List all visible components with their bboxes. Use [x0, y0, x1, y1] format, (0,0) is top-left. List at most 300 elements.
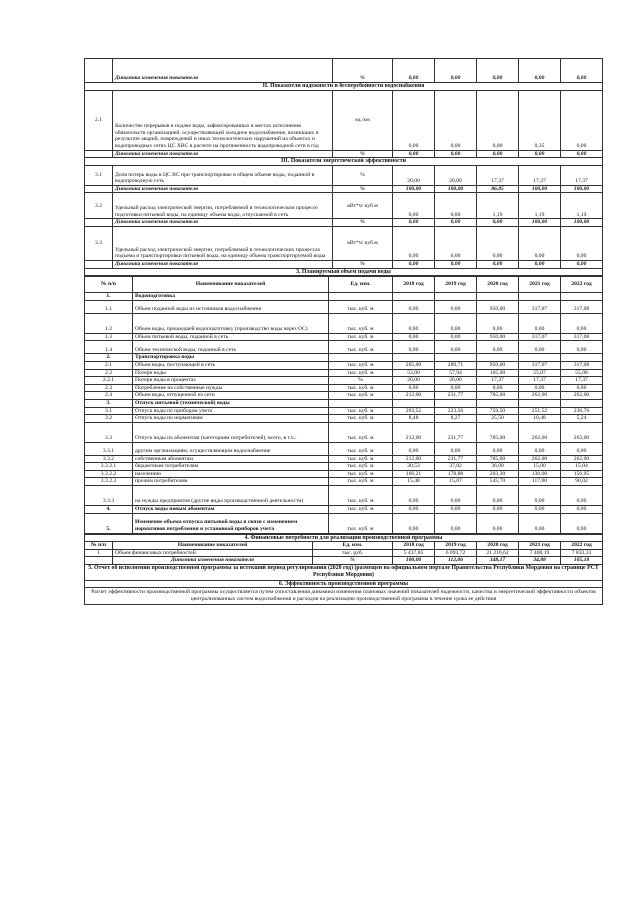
row-name: Объем технической воды, поданной в сеть: [133, 341, 329, 354]
row-name: Водоподготовка: [133, 293, 329, 301]
value-cell: 950,00: [477, 361, 519, 369]
value-cell: 0,00: [393, 193, 435, 219]
value-cell: 0,00: [519, 506, 561, 514]
indicator-row: [85, 90, 603, 150]
row-unit: тыс. куб. м: [329, 422, 393, 442]
value-cell: 100,00: [435, 185, 477, 193]
table-row: [85, 300, 603, 313]
header-unit: Ед. изм.: [329, 277, 393, 293]
row-name: Объем питьевой воды, поданной в сеть: [133, 333, 329, 341]
value-cell: 0,00: [519, 313, 561, 333]
value-cell: 262,00: [561, 392, 603, 400]
row-name: Объем воды, прошедшей водоподготовку (производство воды через ОС): [133, 313, 329, 333]
value-cell: 130,00: [519, 470, 561, 478]
value-cell: 178,88: [435, 470, 477, 478]
header-num: № п/п: [85, 277, 133, 293]
header-2020: 2020 год: [477, 277, 519, 293]
value-cell: [477, 399, 519, 407]
row-number: 3.3.2: [85, 455, 133, 463]
value-cell: 0,00: [519, 260, 561, 268]
row-number: 3.: [85, 399, 133, 407]
value-cell: 0,00: [519, 384, 561, 392]
row-unit: тыс. куб. м: [329, 407, 393, 415]
row-name: Динамика изменения показателя: [113, 219, 333, 227]
value-cell: 20,00: [435, 377, 477, 385]
value-cell: 0,00: [477, 150, 519, 158]
value-cell: [435, 293, 477, 301]
value-cell: 0,00: [561, 486, 603, 506]
value-cell: 0,00: [435, 333, 477, 341]
value-cell: 0,00: [519, 442, 561, 455]
value-cell: 262,00: [519, 455, 561, 463]
value-cell: 15,04: [561, 463, 603, 471]
value-cell: 100,00: [393, 185, 435, 193]
value-cell: 30,53: [393, 463, 435, 471]
value-cell: 25,50: [477, 415, 519, 423]
row-unit: тыс. куб. м: [329, 300, 393, 313]
header-2021: 2021 год: [519, 277, 561, 293]
section-title-6: 6. Эффективность производственной программы: [85, 580, 603, 588]
row-unit: кВт*ч/ куб.м: [333, 226, 393, 260]
value-cell: [435, 354, 477, 362]
value-cell: 0,00: [519, 486, 561, 506]
value-cell: 17,37: [519, 377, 561, 385]
row-name: Динамика изменения показателя: [113, 150, 333, 158]
value-cell: [435, 399, 477, 407]
value-cell: [519, 354, 561, 362]
table-row: [85, 506, 603, 514]
row-name: Отпуск питьевой (технической) воды: [133, 399, 329, 407]
row-unit: %: [313, 557, 393, 565]
value-cell: 5,24: [561, 415, 603, 423]
value-cell: 0,00: [435, 341, 477, 354]
value-cell: 203,30: [477, 470, 519, 478]
value-cell: [519, 293, 561, 301]
financial-table: [84, 534, 603, 605]
row-unit: %: [333, 185, 393, 193]
value-cell: 20,00: [393, 165, 435, 185]
row-number: 2.2.1: [85, 377, 133, 385]
value-cell: [519, 399, 561, 407]
value-cell: 0,00: [519, 513, 561, 533]
value-cell: 156,95: [561, 470, 603, 478]
value-cell: 55,08: [561, 369, 603, 377]
value-cell: 100,00: [519, 185, 561, 193]
row-number: 3.2: [85, 193, 113, 219]
row-unit: тыс. куб. м: [329, 415, 393, 423]
table-row: [85, 415, 603, 423]
row-number: 1.2: [85, 313, 133, 333]
table-row: [85, 369, 603, 377]
value-cell: 0,00: [561, 341, 603, 354]
row-unit: тыс. куб. м: [329, 463, 393, 471]
table-row: [85, 377, 603, 385]
row-number: 1: [85, 549, 113, 557]
value-cell: 15,00: [519, 463, 561, 471]
row-name: Динамика изменения показателя: [113, 260, 333, 268]
row-name: Удельный расход электрической энергии, потребляемой в технологическом процессе подготовки питьевой воды, на единицу объема воды, отпускаемой в сеть: [113, 193, 333, 219]
value-cell: 0,00: [477, 313, 519, 333]
value-cell: 53,00: [393, 369, 435, 377]
row-number: 3.3.2.2: [85, 470, 133, 478]
value-cell: 0,00: [435, 486, 477, 506]
value-cell: 1,19: [561, 193, 603, 219]
value-cell: 0,00: [519, 59, 561, 83]
value-cell: 0,00: [435, 226, 477, 260]
value-cell: 0,00: [519, 226, 561, 260]
value-cell: 37,82: [435, 463, 477, 471]
row-unit: %: [333, 165, 393, 185]
value-cell: 0,00: [435, 384, 477, 392]
header-2019: 2019 год: [435, 542, 477, 550]
value-cell: 785,00: [477, 422, 519, 442]
table-row: [85, 549, 603, 557]
table-row: [85, 478, 603, 486]
indicator-row: [85, 165, 603, 185]
value-cell: 0,00: [393, 341, 435, 354]
row-number: 2.: [85, 354, 133, 362]
value-cell: 15,48: [393, 478, 435, 486]
table-row: [85, 442, 603, 455]
row-number: 5.: [85, 513, 133, 533]
value-cell: 15,07: [435, 478, 477, 486]
row-name: Динамика изменения показателя: [113, 557, 313, 565]
value-cell: 0,00: [393, 313, 435, 333]
row-name: Потребление на собственные нужды: [133, 384, 329, 392]
row-unit: %: [329, 377, 393, 385]
section-title-5: 5. Отчет об исполнении производственной программы за истекший период регулирования (2020 год) (размещен на официальном портале Правительства Республики Мордовия на странице РСТ Республики Мордовия): [85, 565, 603, 581]
value-cell: 5 437,85: [393, 549, 435, 557]
value-cell: 950,00: [477, 300, 519, 313]
value-cell: 0,00: [519, 341, 561, 354]
row-name: Отпуск воды по приборам учета: [133, 407, 329, 415]
indicators-table: [84, 58, 603, 276]
value-cell: 0,00: [477, 341, 519, 354]
value-cell: [561, 399, 603, 407]
row-unit: %: [333, 219, 393, 227]
value-cell: 10,48: [519, 415, 561, 423]
value-cell: 0,00: [477, 226, 519, 260]
value-cell: 20,00: [435, 165, 477, 185]
dynamics-row: [85, 260, 603, 268]
value-cell: 236,76: [561, 407, 603, 415]
section-title-4: 4. Финансовые потребности для реализации производственной программы: [85, 534, 603, 542]
value-cell: 0,00: [519, 150, 561, 158]
row-name: Доля потерь воды в ЦС ВС при транспортировке в общем объеме воды, поданной в водопроводную сеть: [113, 165, 333, 185]
header-2019: 2019 год: [435, 277, 477, 293]
value-cell: 545,70: [477, 478, 519, 486]
section-title-energy: III. Показатели энергетической эффективности: [85, 158, 603, 166]
value-cell: 223,50: [435, 407, 477, 415]
row-name: собственным абонентам: [133, 455, 329, 463]
row-name: Динамика изменения показателя: [113, 185, 333, 193]
row-number: 1.4: [85, 341, 133, 354]
row-number: 3.3.2.3: [85, 478, 133, 486]
header-2022: 2022 год: [561, 277, 603, 293]
value-cell: 7 400,19: [519, 549, 561, 557]
row-unit: кВт*ч/ куб.м: [333, 193, 393, 219]
value-cell: 17,37: [519, 165, 561, 185]
value-cell: 55,07: [519, 369, 561, 377]
value-cell: 0,00: [477, 90, 519, 150]
value-cell: 0,00: [393, 333, 435, 341]
row-unit: ед./км: [333, 90, 393, 150]
value-cell: 785,00: [477, 455, 519, 463]
value-cell: 8,48: [393, 415, 435, 423]
value-cell: 262,00: [519, 422, 561, 442]
value-cell: 0,00: [561, 150, 603, 158]
section-title-2: II. Показатели надежности и бесперебойности водоснабжения: [85, 83, 603, 91]
value-cell: 57,94: [435, 369, 477, 377]
row-unit: тыс. куб. м: [329, 384, 393, 392]
row-unit: тыс. куб. м: [329, 442, 393, 455]
row-name: на нужды предприятия (другие виды производственной деятельности): [133, 486, 329, 506]
value-cell: 0,00: [435, 442, 477, 455]
dynamics-row: [85, 185, 603, 193]
row-name: Отпуск воды по абонентам (категориям потребителей), всего, в т.ч.:: [133, 422, 329, 442]
row-unit: тыс. куб. м: [329, 513, 393, 533]
row-unit: тыс. куб. м: [329, 341, 393, 354]
value-cell: 86,85: [477, 185, 519, 193]
value-cell: 20,00: [393, 377, 435, 385]
row-number: 1.: [85, 293, 133, 301]
row-name: другим организациям, осуществляющим водоснабжение: [133, 442, 329, 455]
row-name: Объем воды, поступающей в сеть: [133, 361, 329, 369]
value-cell: 265,00: [393, 361, 435, 369]
value-cell: 0,00: [561, 59, 603, 83]
value-cell: 317,07: [519, 333, 561, 341]
table-row: [85, 361, 603, 369]
row-unit: тыс. руб.: [313, 549, 393, 557]
value-cell: 0,00: [561, 513, 603, 533]
value-cell: 231,77: [435, 455, 477, 463]
value-cell: 0,00: [561, 90, 603, 150]
value-cell: 117,00: [519, 478, 561, 486]
header-2018: 2018 год: [393, 277, 435, 293]
row-name: Количество перерывов в подаче воды, зафиксированных в местах исполнения обязательств организацией, осуществляющей холодное водоснабжение, возникших в результате аварий, повреждений и иных технологических нарушений на объектах и водопроводных сетях ЦС ХВС в расчете на протяженность водопроводной сети в год: [113, 90, 333, 150]
value-cell: 317,08: [561, 361, 603, 369]
value-cell: 262,00: [561, 422, 603, 442]
table-row: [85, 392, 603, 400]
value-cell: [393, 399, 435, 407]
value-cell: 212,00: [393, 392, 435, 400]
row-name: Потери воды в процентах: [133, 377, 329, 385]
row-name: населению: [133, 470, 329, 478]
value-cell: 100,00: [393, 557, 435, 565]
row-number: 3.3.3: [85, 486, 133, 506]
table-row: [85, 384, 603, 392]
row-number: 4.: [85, 506, 133, 514]
row-number: 3.3: [85, 226, 113, 260]
value-cell: 165,00: [477, 369, 519, 377]
value-cell: 166,21: [393, 470, 435, 478]
row-name: Отпуск воды новым абонентам: [133, 506, 329, 514]
value-cell: 289,71: [435, 361, 477, 369]
value-cell: 0,00: [393, 384, 435, 392]
value-cell: [561, 293, 603, 301]
value-cell: [393, 354, 435, 362]
row-unit: [329, 293, 393, 301]
value-cell: 105,18: [561, 557, 603, 565]
value-cell: 21 216,62: [477, 549, 519, 557]
row-unit: тыс. куб. м: [329, 486, 393, 506]
row-number: 3.2: [85, 415, 133, 423]
table-row: [85, 455, 603, 463]
value-cell: 0,00: [477, 59, 519, 83]
table-row: [85, 313, 603, 333]
row-number: 2.3: [85, 384, 133, 392]
value-cell: 1,19: [477, 193, 519, 219]
value-cell: 759,50: [477, 407, 519, 415]
value-cell: 0,00: [561, 260, 603, 268]
water-volume-table: [84, 276, 603, 534]
value-cell: 0,00: [393, 226, 435, 260]
row-number: 2.2: [85, 369, 133, 377]
value-cell: 0,00: [393, 260, 435, 268]
value-cell: 212,00: [393, 455, 435, 463]
header-2018: 2018 год: [393, 542, 435, 550]
table-row: [85, 293, 603, 301]
value-cell: 0,00: [435, 150, 477, 158]
row-number: 3.1: [85, 407, 133, 415]
table-row: [85, 341, 603, 354]
row-unit: %: [333, 59, 393, 83]
value-cell: 0,00: [477, 486, 519, 506]
header-unit: Ед. изм.: [313, 542, 393, 550]
value-cell: 17,37: [477, 165, 519, 185]
row-number: 3.3.1: [85, 442, 133, 455]
row-unit: %: [333, 260, 393, 268]
row-unit: тыс. куб. м: [329, 470, 393, 478]
value-cell: 0,00: [561, 442, 603, 455]
header-num: № п/п: [85, 542, 113, 550]
table-row: [85, 399, 603, 407]
value-cell: 0,00: [435, 313, 477, 333]
row-number: 2.4: [85, 392, 133, 400]
row-unit: тыс. куб. м: [329, 369, 393, 377]
value-cell: 0,00: [477, 219, 519, 227]
row-unit: [329, 354, 393, 362]
document-page: [84, 58, 602, 605]
value-cell: 34,88: [519, 557, 561, 565]
value-cell: 0,00: [393, 506, 435, 514]
row-unit: тыс. куб. м: [329, 455, 393, 463]
value-cell: 317,07: [519, 300, 561, 313]
value-cell: 0,00: [393, 442, 435, 455]
row-name: Объем поданной воды из источников водоснабжения: [133, 300, 329, 313]
value-cell: 317,07: [519, 361, 561, 369]
value-cell: 100,00: [561, 185, 603, 193]
value-cell: 0,00: [477, 513, 519, 533]
section-title-3-top: 3. Планируемый объем подачи воды: [85, 268, 603, 276]
row-name: Потери воды: [133, 369, 329, 377]
value-cell: [393, 293, 435, 301]
value-cell: 100,00: [561, 219, 603, 227]
row-number: 2.1: [85, 361, 133, 369]
value-cell: 348,17: [477, 557, 519, 565]
table-row: [85, 422, 603, 442]
value-cell: 0,00: [393, 219, 435, 227]
value-cell: 231,77: [435, 422, 477, 442]
value-cell: 0,00: [393, 486, 435, 506]
row-number: 2.1: [85, 90, 113, 150]
value-cell: 0,00: [435, 90, 477, 150]
indicator-row: [85, 193, 603, 219]
row-name: Объем воды, отпущенной из сети: [133, 392, 329, 400]
row-unit: тыс. куб. м: [329, 392, 393, 400]
value-cell: 0,00: [435, 506, 477, 514]
value-cell: 90,02: [561, 478, 603, 486]
row-name: Динамика изменения показателя: [113, 59, 333, 83]
row-number: 1.3: [85, 333, 133, 341]
value-cell: 0,00: [393, 59, 435, 83]
value-cell: [477, 354, 519, 362]
row-unit: %: [333, 150, 393, 158]
table-row: [85, 354, 603, 362]
indicator-row: [85, 226, 603, 260]
value-cell: 0,00: [435, 260, 477, 268]
row-number: 3.1: [85, 165, 113, 185]
value-cell: 0,00: [477, 442, 519, 455]
value-cell: 212,00: [393, 422, 435, 442]
value-cell: 251,52: [519, 407, 561, 415]
value-cell: 6 093,72: [435, 549, 477, 557]
value-cell: 0,00: [435, 513, 477, 533]
value-cell: 0,00: [561, 384, 603, 392]
value-cell: 0,00: [393, 150, 435, 158]
value-cell: 0,00: [561, 313, 603, 333]
value-cell: 0,35: [519, 90, 561, 150]
dynamics-row: [85, 59, 603, 83]
value-cell: 36,00: [477, 463, 519, 471]
header-name: Наименование показателей: [133, 277, 329, 293]
value-cell: 17,37: [561, 377, 603, 385]
value-cell: 17,37: [477, 377, 519, 385]
value-cell: 112,06: [435, 557, 477, 565]
value-cell: 0,00: [393, 300, 435, 313]
value-cell: 0,00: [561, 226, 603, 260]
value-cell: 0,00: [393, 513, 435, 533]
row-unit: тыс. куб. м: [329, 333, 393, 341]
header-name: Наименование показателей: [113, 542, 313, 550]
value-cell: 950,00: [477, 333, 519, 341]
value-cell: 0,00: [477, 384, 519, 392]
value-cell: 0,00: [435, 59, 477, 83]
value-cell: 262,00: [519, 392, 561, 400]
table-row: [85, 333, 603, 341]
value-cell: 317,08: [561, 300, 603, 313]
table-row: [85, 486, 603, 506]
row-unit: тыс. куб. м: [329, 478, 393, 486]
table-row: [85, 407, 603, 415]
table-row: [85, 513, 603, 533]
value-cell: 0,00: [561, 506, 603, 514]
dynamics-row: [85, 219, 603, 227]
row-name: Объем финансовых потребностей: [113, 549, 313, 557]
row-number: 3.3.2.1: [85, 463, 133, 471]
dynamics-row: [85, 150, 603, 158]
efficiency-text: Расчет эффективности производственной программы осуществляется путем сопоставления динамики изменения плановых значений показателей надежности, качества и энергетической эффективности объектов централизованных систем водоснабжения и расходов на реализацию производственной программы в течение срока ее действия: [85, 588, 603, 605]
row-name: Удельный расход электрической энергии, потребляемой в технологических процессах подъема и транспортировки питьевой воды, на единицу объема транспортируемой воды: [113, 226, 333, 260]
value-cell: 203,52: [393, 407, 435, 415]
value-cell: 0,00: [435, 300, 477, 313]
value-cell: [477, 293, 519, 301]
row-unit: тыс. куб. м: [329, 313, 393, 333]
row-unit: [329, 399, 393, 407]
table-row: [85, 470, 603, 478]
header-2021: 2021 год: [519, 542, 561, 550]
header-2020: 2020 год: [477, 542, 519, 550]
